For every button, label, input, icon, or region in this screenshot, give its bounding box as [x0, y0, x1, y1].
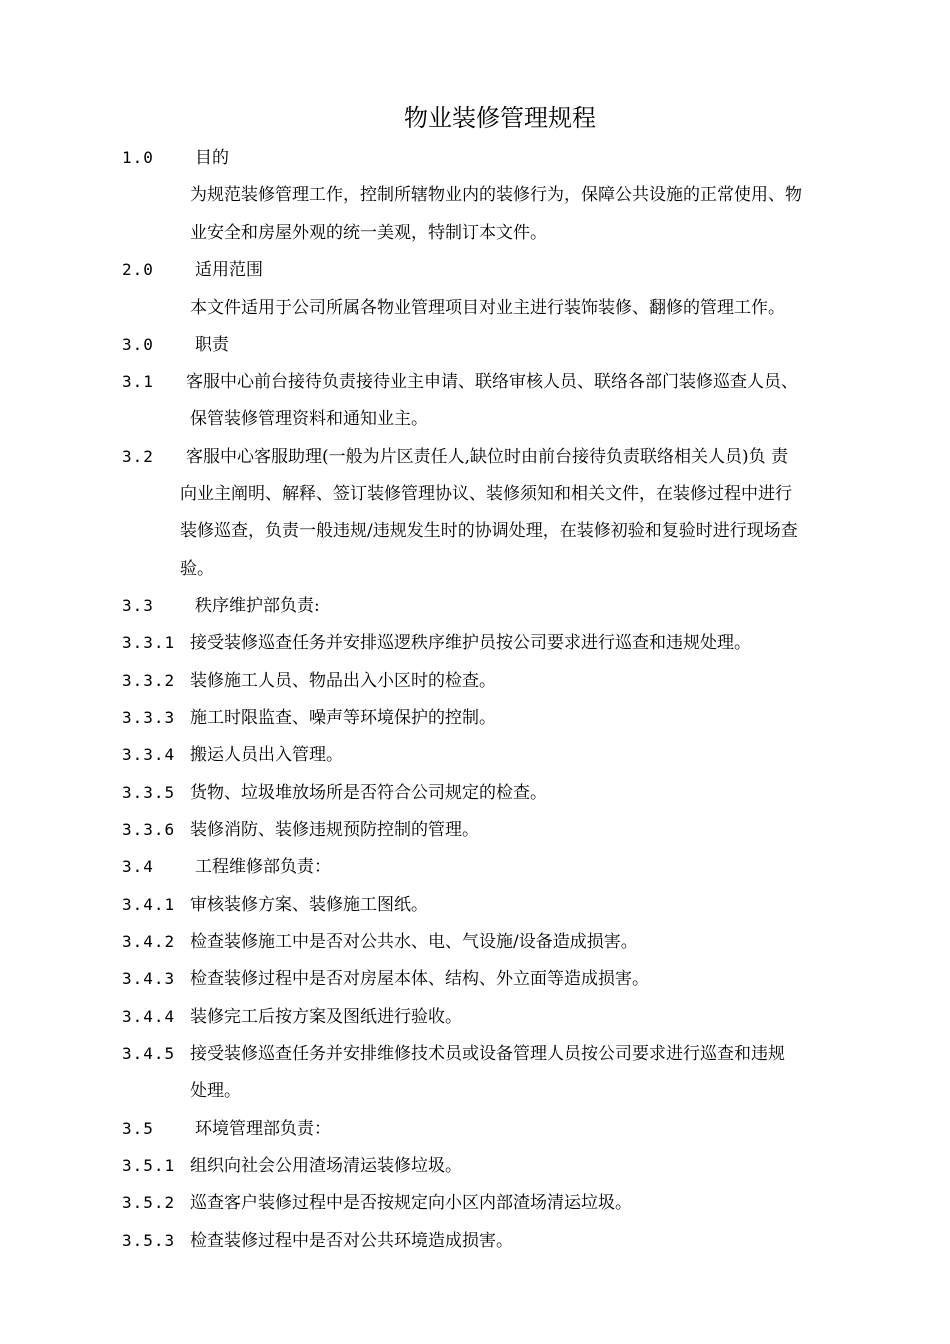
- line-text: 处理。: [190, 1081, 241, 1101]
- section-number: 3.3.3: [122, 708, 176, 727]
- line-text: 客服中心前台接待负责接待业主申请、联络审核人员、联络各部门装修巡查人员、: [186, 372, 798, 392]
- line-text: 检查装修施工中是否对公共水、电、气设施/设备造成损害。: [190, 932, 638, 952]
- document-line: [0, 1116, 950, 1146]
- section-number: 3.4.3: [122, 969, 176, 988]
- document-line: [0, 630, 950, 660]
- line-text: 适用范围: [195, 260, 263, 280]
- document-line: [0, 1190, 950, 1220]
- document-line: [0, 295, 950, 325]
- document-line: [0, 1153, 950, 1183]
- document-line: [0, 854, 950, 884]
- line-text: 客服中心客服助理(一般为片区责任人,缺位时由前台接待负责联络相关人员)负 责: [186, 447, 789, 467]
- document-line: [0, 518, 950, 548]
- line-text: 目的: [195, 148, 229, 168]
- line-text: 审核装修方案、装修施工图纸。: [190, 895, 428, 915]
- document-line: [0, 780, 950, 810]
- line-text: 工程维修部负责：: [195, 857, 331, 877]
- document-line: [0, 481, 950, 511]
- document-line: [0, 332, 950, 362]
- document-line: [0, 220, 950, 250]
- section-number: 3.3.1: [122, 633, 176, 652]
- section-number: 3.5.3: [122, 1231, 176, 1250]
- section-number: 3.5.1: [122, 1156, 176, 1175]
- line-text: 接受装修巡查任务并安排巡逻秩序维护员按公司要求进行巡查和违规处理。: [190, 633, 751, 653]
- document-line: [0, 1004, 950, 1034]
- line-text: 组织向社会公用渣场清运装修垃圾。: [190, 1156, 462, 1176]
- line-text: 检查装修过程中是否对房屋本体、结构、外立面等造成损害。: [190, 969, 649, 989]
- document-line: [0, 257, 950, 287]
- line-text: 巡查客户装修过程中是否按规定向小区内部渣场清运垃圾。: [190, 1193, 632, 1213]
- line-text: 环境管理部负责：: [195, 1119, 331, 1139]
- document-line: [0, 705, 950, 735]
- line-text: 验。: [180, 559, 214, 579]
- section-number: 3.5.2: [122, 1193, 176, 1212]
- section-number: 3.4.1: [122, 895, 176, 914]
- document-line: [0, 668, 950, 698]
- document-line: [0, 444, 950, 474]
- line-text: 装修巡查，负责一般违规/违规发生时的协调处理，在装修初验和复验时进行现场查: [180, 521, 798, 541]
- section-number: 3.3: [122, 596, 154, 615]
- document-line: [0, 145, 950, 175]
- document-line: [0, 556, 950, 586]
- line-text: 检查装修过程中是否对公共环境造成损害。: [190, 1231, 513, 1251]
- line-text: 装修完工后按方案及图纸进行验收。: [190, 1007, 462, 1027]
- line-text: 接受装修巡查任务并安排维修技术员或设备管理人员按公司要求进行巡查和违规: [190, 1044, 785, 1064]
- line-text: 职责: [195, 335, 229, 355]
- section-number: 3.5: [122, 1119, 154, 1138]
- document-line: [0, 892, 950, 922]
- section-number: 3.3.6: [122, 820, 176, 839]
- document-line: [0, 1228, 950, 1258]
- line-text: 施工时限监查、噪声等环境保护的控制。: [190, 708, 496, 728]
- line-text: 装修施工人员、物品出入小区时的检查。: [190, 671, 496, 691]
- section-number: 3.3.2: [122, 671, 176, 690]
- document-line: [0, 817, 950, 847]
- section-number: 3.1: [122, 372, 154, 391]
- document-title: 物业装修管理规程: [404, 104, 596, 132]
- section-number: 3.3.4: [122, 745, 176, 764]
- document-line: [0, 929, 950, 959]
- document-line: [0, 742, 950, 772]
- section-number: 1.0: [122, 148, 154, 167]
- document-line: [0, 966, 950, 996]
- line-text: 搬运人员出入管理。: [190, 745, 343, 765]
- section-number: 3.4.4: [122, 1007, 176, 1026]
- document-line: [0, 1078, 950, 1108]
- section-number: 3.4.2: [122, 932, 176, 951]
- line-text: 装修消防、装修违规预防控制的管理。: [190, 820, 479, 840]
- line-text: 为规范装修管理工作，控制所辖物业内的装修行为，保障公共设施的正常使用、物: [190, 185, 802, 205]
- document-line: [0, 406, 950, 436]
- section-number: 3.0: [122, 335, 154, 354]
- line-text: 秩序维护部负责:: [195, 596, 320, 616]
- document-line: [0, 593, 950, 623]
- section-number: 3.3.5: [122, 783, 176, 802]
- line-text: 货物、垃圾堆放场所是否符合公司规定的检查。: [190, 783, 547, 803]
- line-text: 业安全和房屋外观的统一美观，特制订本文件。: [190, 223, 547, 243]
- line-text: 向业主阐明、解释、签订装修管理协议、装修须知和相关文件，在装修过程中进行: [180, 484, 792, 504]
- section-number: 3.2: [122, 447, 154, 466]
- document-line: [0, 182, 950, 212]
- section-number: 2.0: [122, 260, 154, 279]
- document-line: [0, 1041, 950, 1071]
- section-number: 3.4: [122, 857, 154, 876]
- line-text: 保管装修管理资料和通知业主。: [190, 409, 428, 429]
- section-number: 3.4.5: [122, 1044, 176, 1063]
- document-line: [0, 369, 950, 399]
- line-text: 本文件适用于公司所属各物业管理项目对业主进行装饰装修、翻修的管理工作。: [190, 298, 785, 318]
